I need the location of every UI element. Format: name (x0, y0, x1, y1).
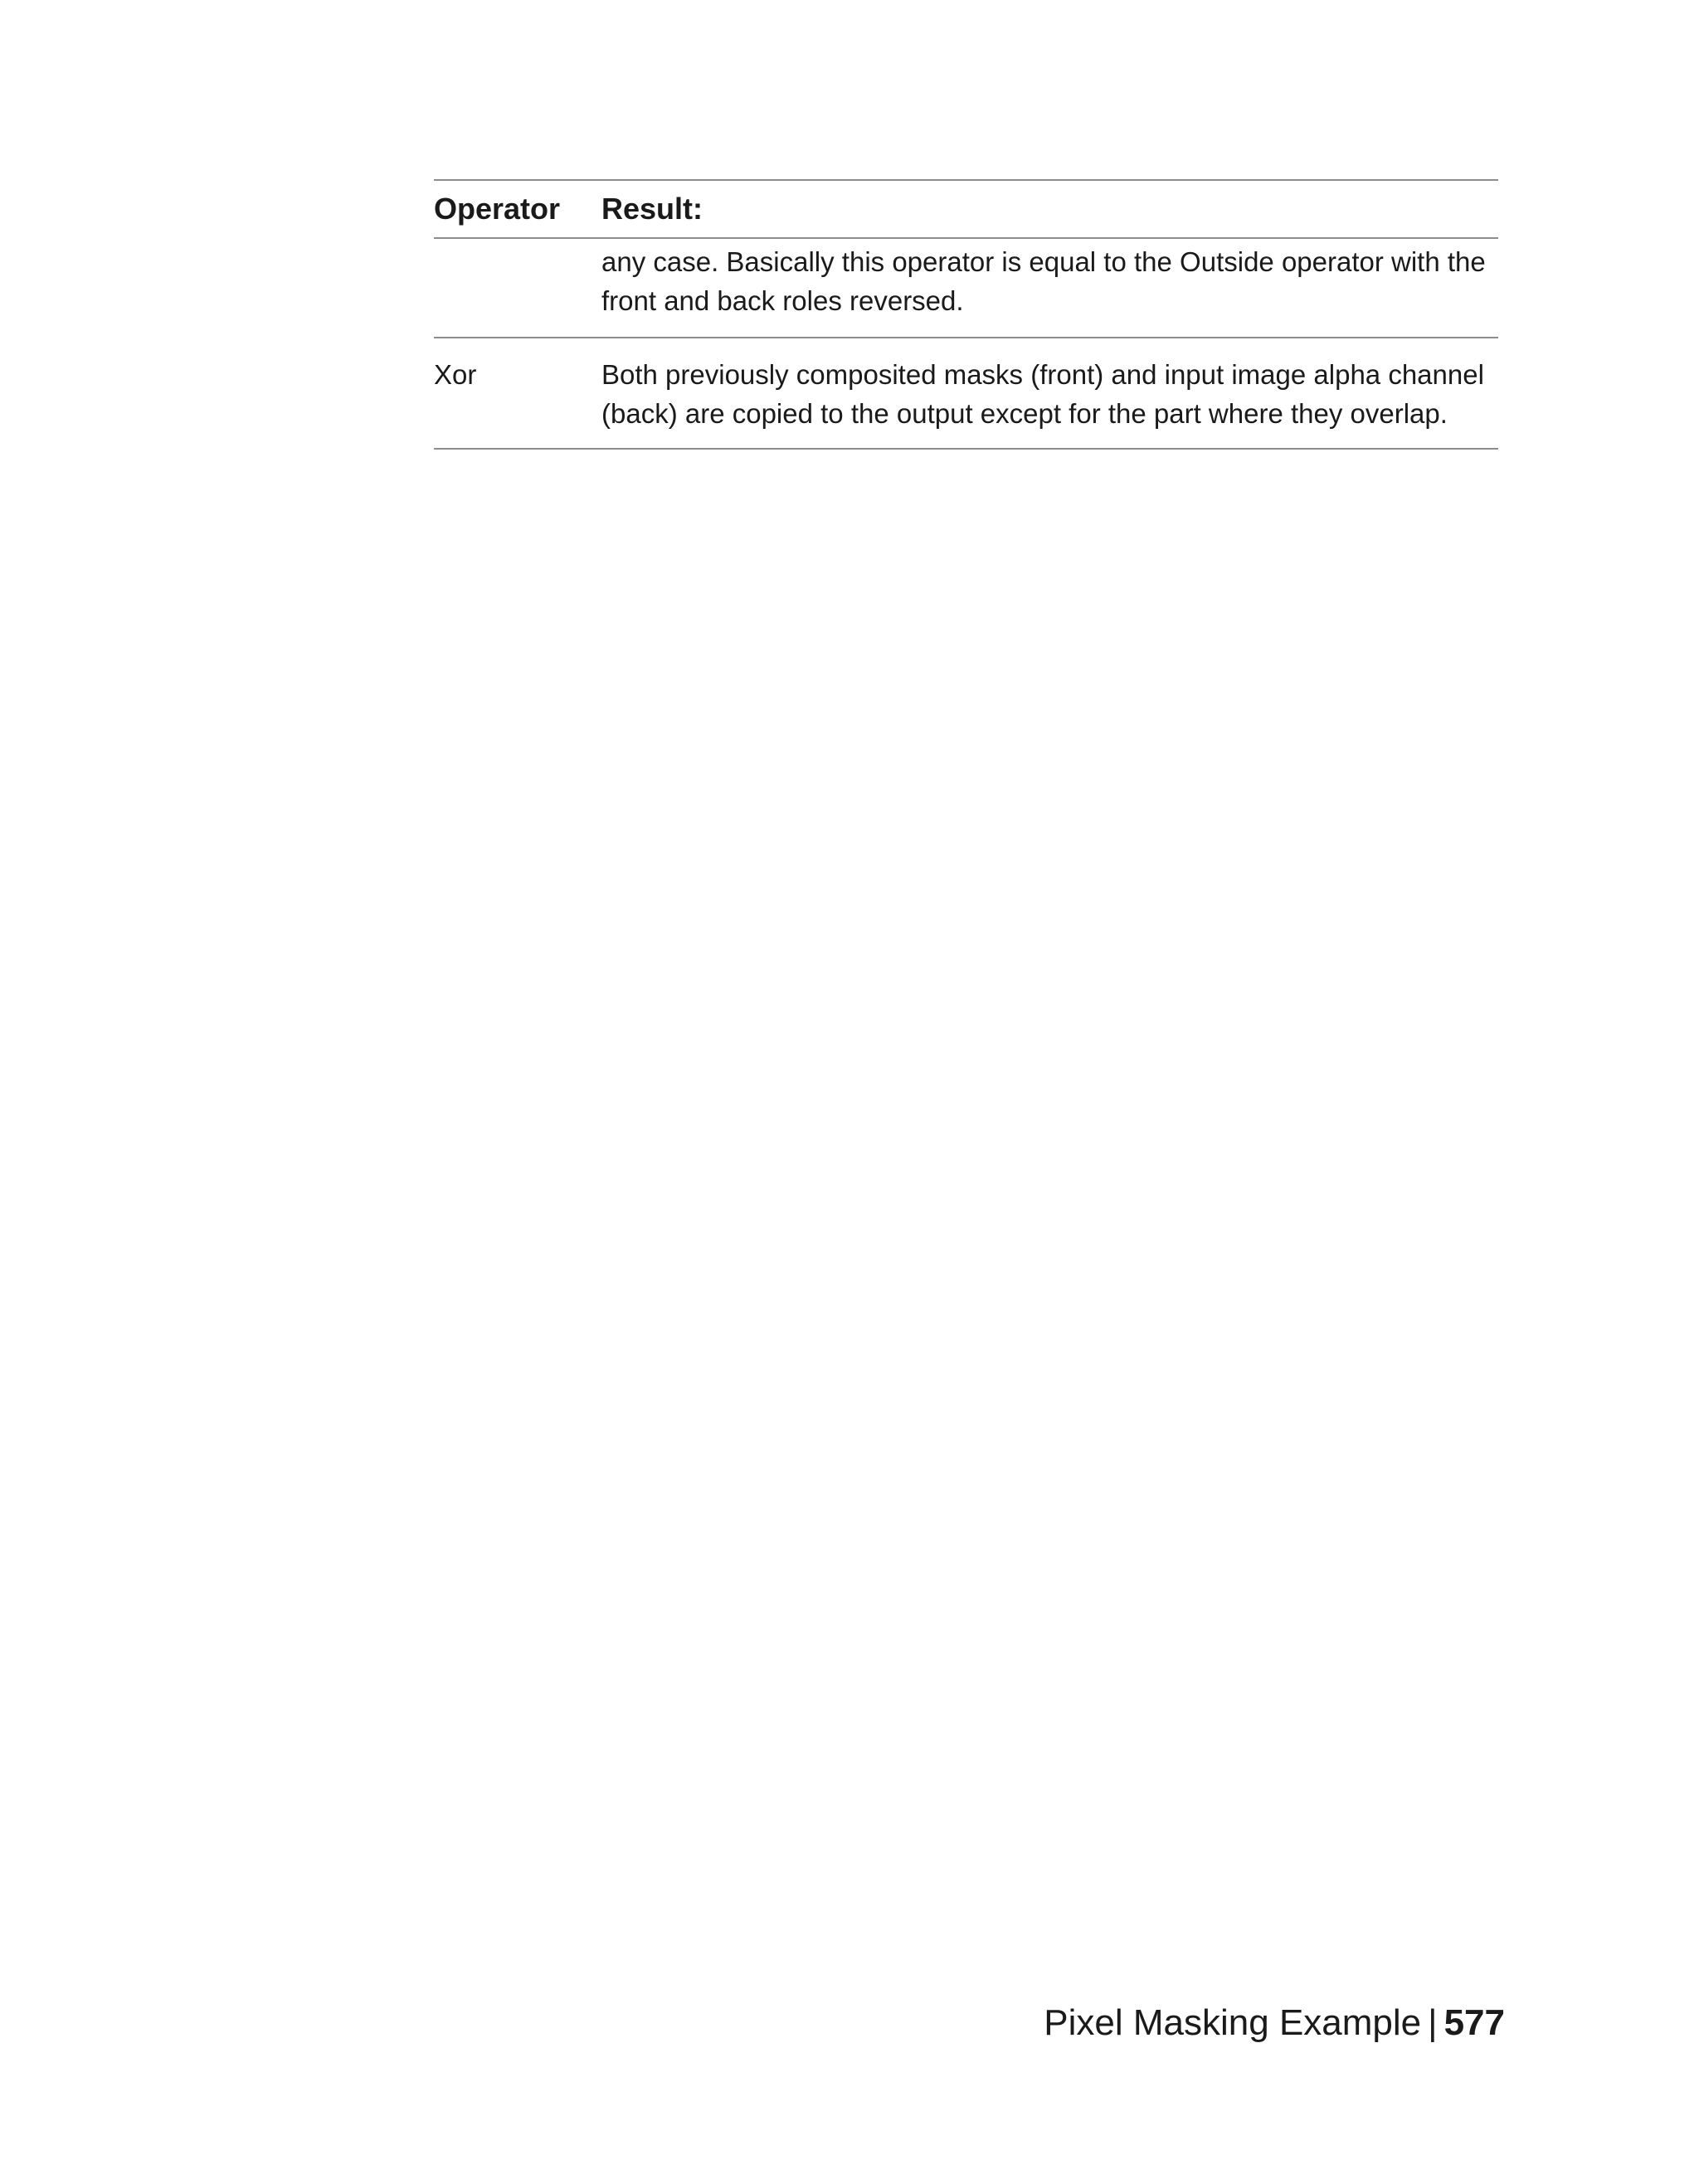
page-footer (1044, 2001, 1505, 2045)
page-number: 577 (1443, 2002, 1505, 2043)
result-cell: any case. Basically this operator is equal to the Outside operator with the front and back roles reversed. (601, 238, 1498, 338)
operator-cell: Xor (434, 359, 477, 390)
operator-cell (434, 238, 601, 338)
footer-separator: | (1428, 2002, 1438, 2043)
header-result: Result: (601, 180, 1498, 238)
result-cell: Both previously composited masks (front) and input image alpha channel (back) are copied to the output except for the part where they overlap. (601, 359, 1484, 429)
table-header-row (434, 180, 1498, 238)
table-row (434, 338, 1498, 449)
operator-table (434, 179, 1498, 450)
table-row (434, 238, 1498, 338)
header-operator: Operator (434, 180, 601, 238)
footer-section-title: Pixel Masking Example (1044, 2002, 1422, 2043)
